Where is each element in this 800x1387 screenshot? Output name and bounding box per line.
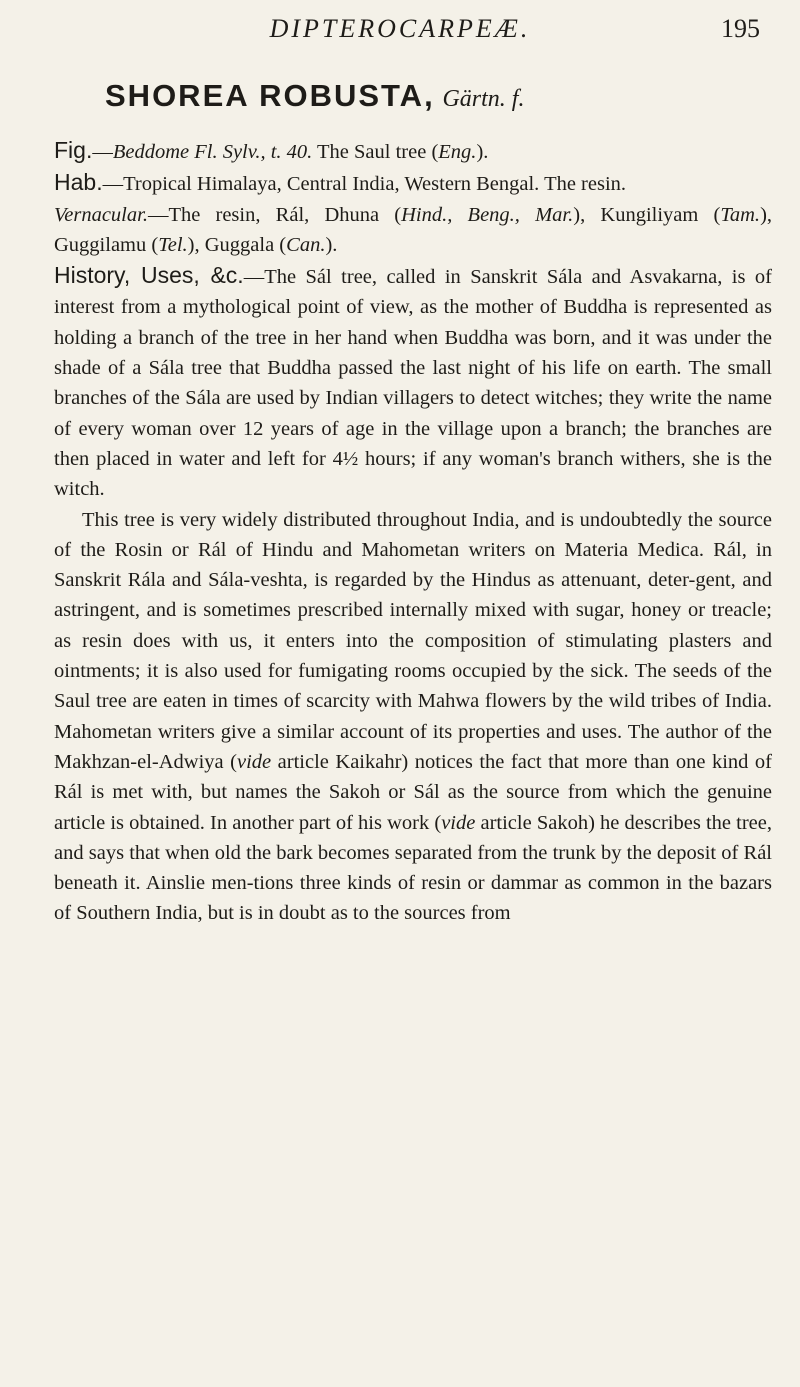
body-text (54, 135, 772, 929)
vernacular-text-5: ). (325, 233, 338, 256)
distribution-text-2: article Kaikahr) notices the fact that more than one kind of Rál is met with, but names the Sakoh or Sál as the source from which the genuine article is obtained. In another part of his work ( (54, 750, 773, 834)
running-head (0, 14, 800, 54)
fig-language: Eng. (438, 141, 477, 163)
distribution-text-3: article Sakoh) he describes the tree, and says that when old the bark becomes separated from the trunk by the deposit of Rál beneath it. Ainslie men-tions three kinds of resin or dammar as common in the bazars of Southern India, but is in doubt as to the sources from (54, 811, 772, 925)
vernacular-lang-3: Tel. (158, 233, 188, 256)
species-authority: Gärtn. f. (442, 86, 525, 112)
fig-label: Fig. (54, 137, 93, 163)
vide-1: vide (236, 750, 272, 773)
vernacular-label: Vernacular. (54, 203, 148, 226)
vernacular-paragraph (54, 200, 772, 261)
history-paragraph (54, 260, 772, 504)
hab-label: Hab. (54, 169, 103, 196)
history-label: History, Uses, &c. (54, 262, 244, 289)
vernacular-text-3: ), Guggilamu ( (54, 203, 773, 256)
species-heading (105, 78, 755, 114)
distribution-text-1: This tree is very widely distributed throughout India, and is undoubtedly the source of the Rosin or Rál of Hindu and Mahometan writers on Materia Medica. Rál, in Sanskrit Rála and Sála-veshta, is regarded by the Hindus as attenuant, deter-gent, and astringent, and is sometimes prescribed internally mixed with sugar, honey or treacle; as resin does with us, it enters into the composition of stimulating plasters and ointments; it is also used for fumigating rooms occupied by the sick. The seeds of the Saul tree are eaten in times of scarcity with Mahwa flowers by the wild tribes of India. Mahometan writers give a similar account of its properties and uses. The author of the Makhzan-el-Adwiya ( (54, 508, 772, 773)
vernacular-text-1: —The resin, Rál, Dhuna ( (147, 203, 402, 226)
running-title: DIPTEROCARPEÆ. (269, 14, 531, 43)
hab-text: —Tropical Himalaya, Central India, Western Bengal. The resin. (102, 173, 627, 196)
vernacular-lang-1: Hind., Beng., Mar. (401, 203, 574, 226)
distribution-paragraph (54, 505, 772, 929)
vide-2: vide (441, 811, 476, 834)
history-text: —The Sál tree, called in Sanskrit Sála and Asvakarna, is of interest from a mythological point of view, as the mother of Buddha is represented as holding a branch of the tree in her hand when Buddha was born, and it was under the shade of a Sála tree that Buddha passed the last night of his life on earth. The small branches of the Sála are used by Indian villagers to detect witches; they write the name of every woman over 12 years of age in the village upon a branch; the branches are then placed in water and left for 4½ hours; if any woman's branch withers, she is the witch. (54, 266, 772, 501)
fig-end: ). (476, 141, 489, 163)
species-name: SHOREA ROBUSTA, (105, 78, 435, 113)
fig-dash: — (92, 141, 113, 163)
vernacular-text-2: ), Kungiliyam ( (573, 203, 721, 226)
vernacular-text-4: ), Guggala ( (187, 233, 287, 256)
fig-paragraph (54, 135, 772, 167)
fig-reference: Beddome Fl. Sylv., t. 40. (112, 141, 313, 163)
fig-text: The Saul tree ( (312, 141, 439, 163)
hab-paragraph (54, 167, 772, 199)
vernacular-lang-2: Tam. (720, 203, 761, 226)
vernacular-lang-4: Can. (286, 233, 326, 256)
page-number: 195 (721, 14, 760, 43)
